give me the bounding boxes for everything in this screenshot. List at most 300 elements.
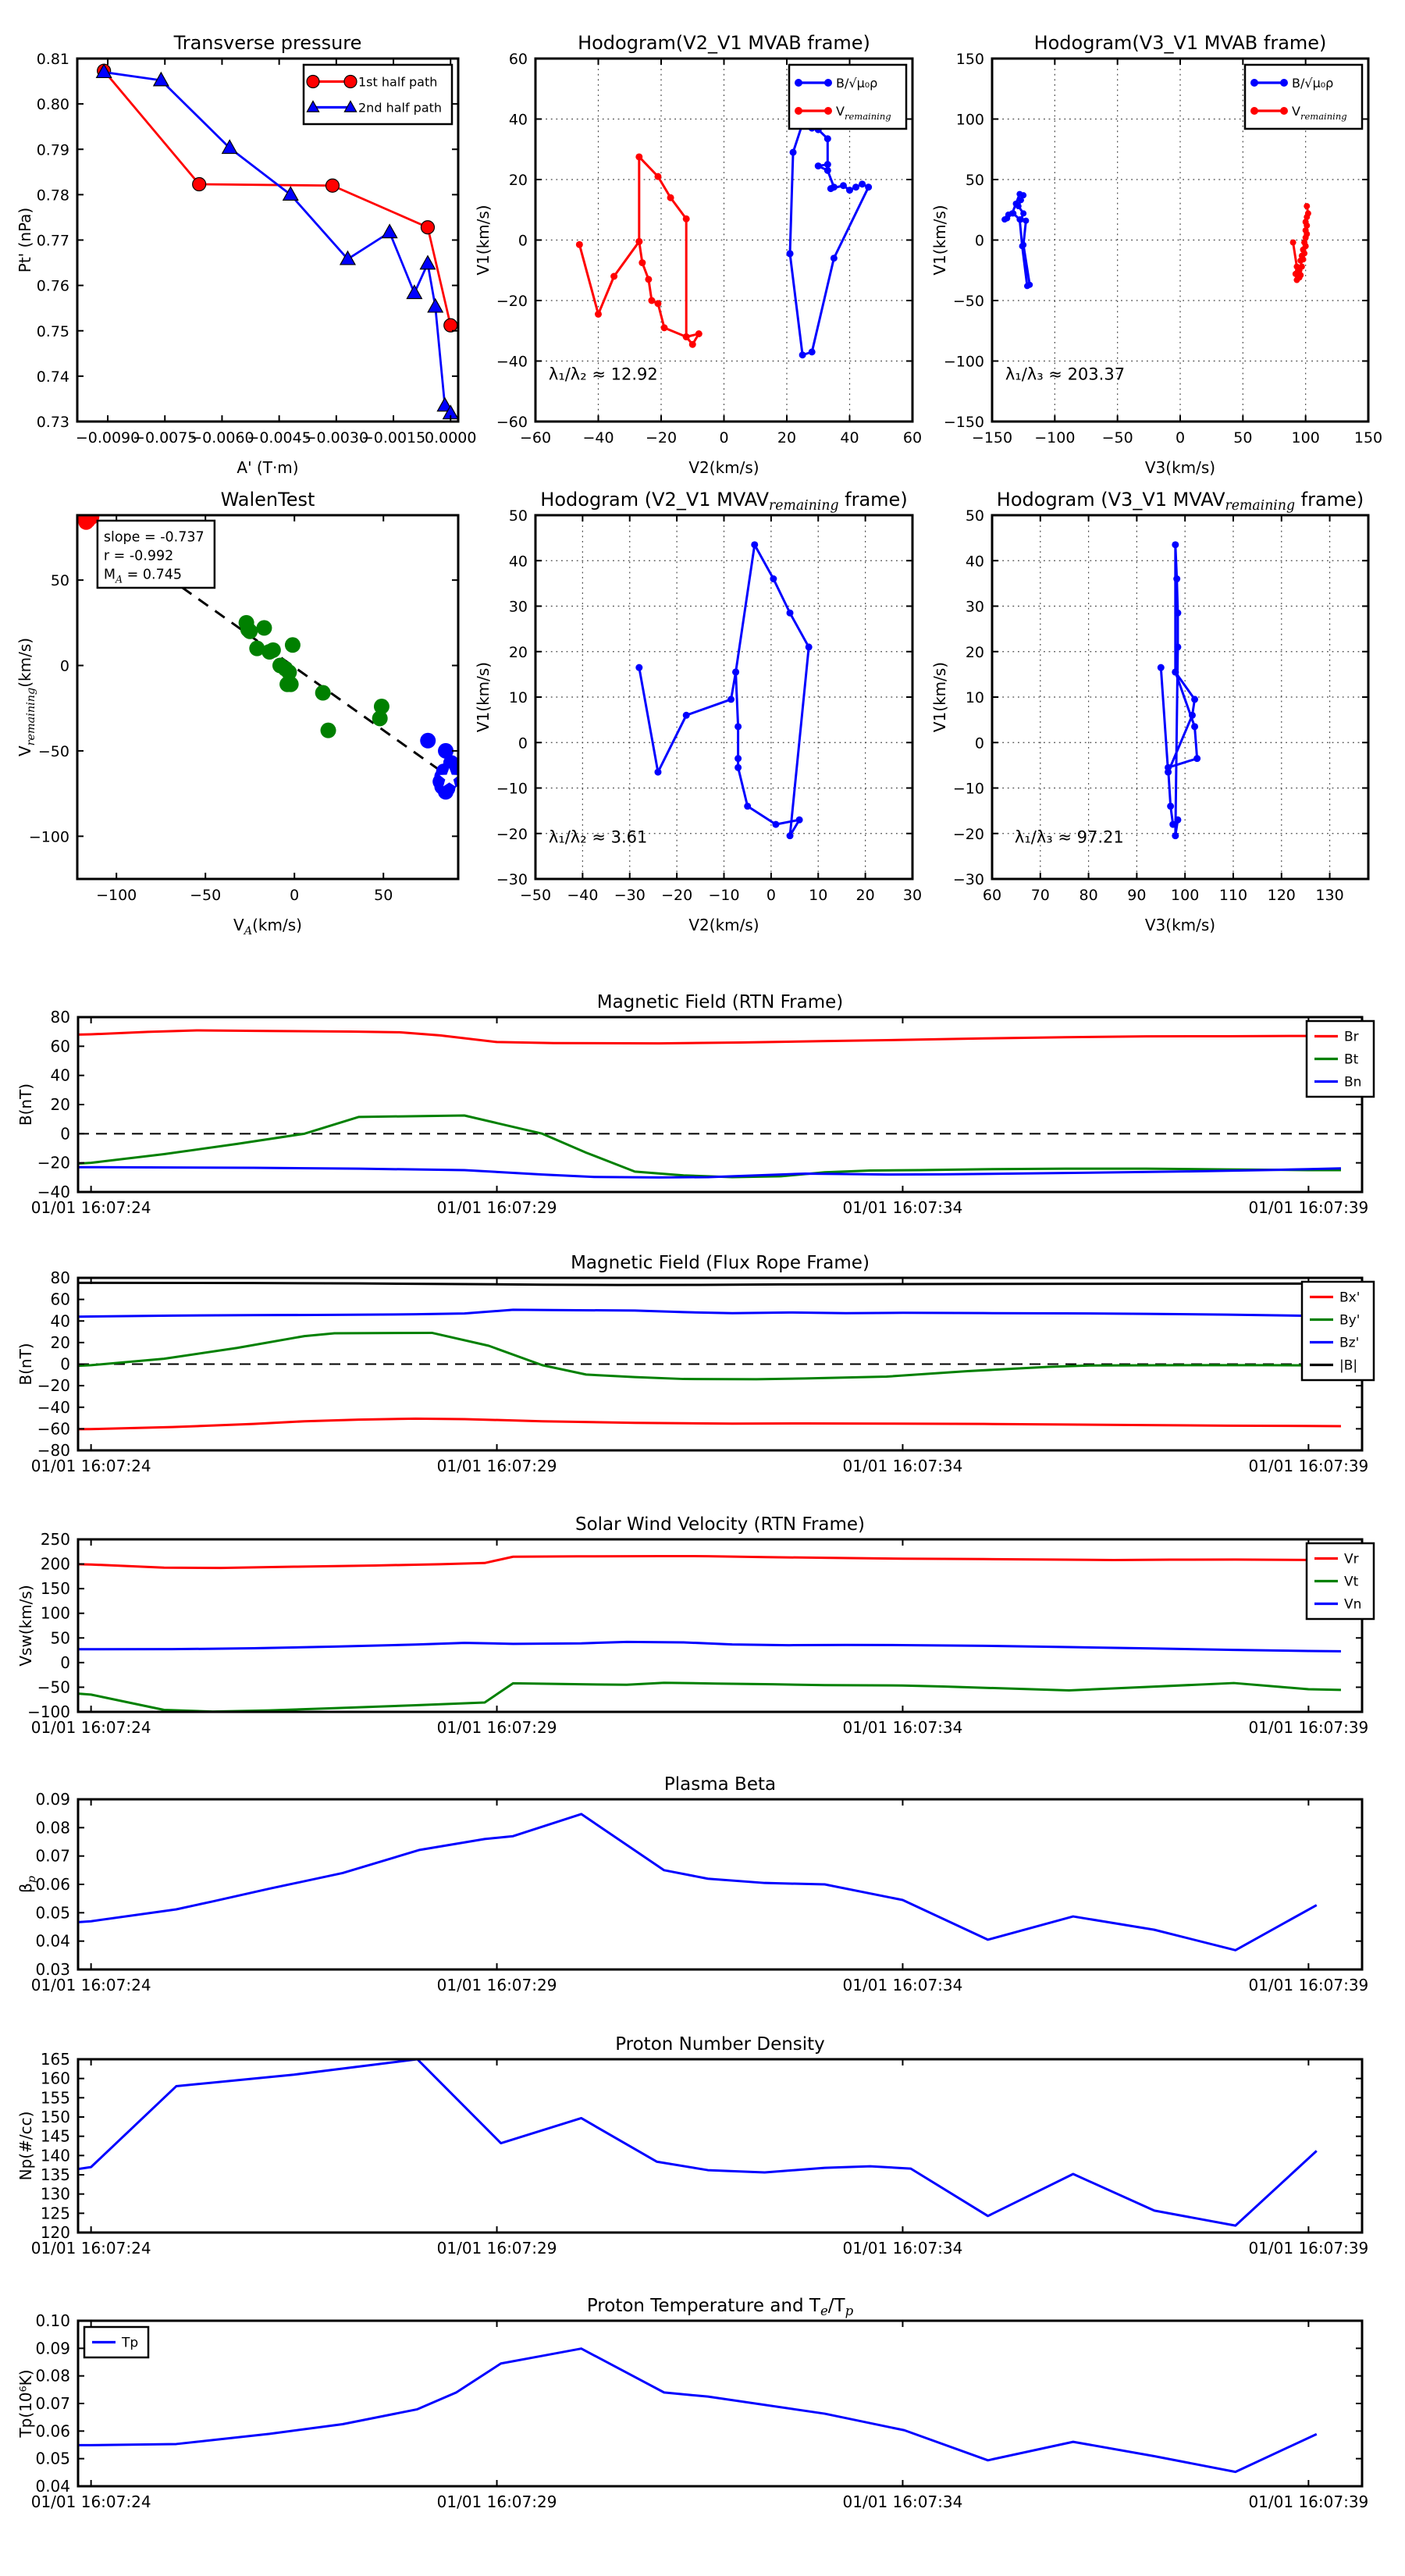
dot-marker — [735, 764, 742, 771]
y-tick-label: −100 — [28, 828, 69, 846]
legend-label: Bx' — [1339, 1290, 1361, 1306]
y-tick-label: 150 — [955, 51, 984, 68]
x-axis-label: A' (T·m) — [237, 458, 299, 477]
y-tick-label: 0.03 — [35, 1960, 70, 1979]
dot-marker — [1304, 203, 1310, 209]
x-tick-label: 01/01 16:07:29 — [436, 1976, 557, 1994]
x-axis-label: V3(km/s) — [1144, 916, 1216, 934]
annotation: λ₁/λ₃ ≈ 203.37 — [1005, 365, 1126, 384]
dot-marker — [824, 135, 831, 142]
x-tick-label: 01/01 16:07:29 — [436, 2492, 557, 2511]
dot-marker — [283, 677, 299, 692]
x-tick-label: −20 — [645, 429, 678, 447]
x-tick-label: 01/01 16:07:34 — [842, 1976, 963, 1994]
y-tick-label: 0.76 — [36, 277, 69, 295]
y-tick-label: 0.09 — [35, 1790, 70, 1809]
chart-title: Hodogram(V3_V1 MVAB frame) — [1033, 32, 1327, 54]
dot-marker — [846, 187, 853, 194]
x-tick-label: −50 — [190, 887, 222, 904]
x-tick-label: 01/01 16:07:29 — [436, 1457, 557, 1475]
y-tick-label: −40 — [496, 353, 528, 371]
y-tick-label: 250 — [40, 1530, 70, 1549]
legend-label: B/√μ₀ρ — [836, 76, 878, 91]
dot-marker — [824, 79, 832, 87]
x-tick-label: 01/01 16:07:29 — [436, 1718, 557, 1737]
x-tick-label: 01/01 16:07:24 — [30, 2239, 151, 2258]
x-tick-label: 110 — [1218, 887, 1248, 904]
y-tick-label: 200 — [40, 1554, 70, 1574]
legend-label: 1st half path — [358, 74, 438, 90]
chart-walen-test — [16, 489, 461, 938]
x-tick-label: 0 — [719, 429, 729, 447]
y-tick-label: 40 — [50, 1066, 70, 1085]
x-axis-label: V2(km/s) — [688, 458, 759, 477]
y-tick-label: 40 — [508, 111, 528, 129]
dot-marker — [635, 153, 642, 160]
y-tick-label: 20 — [50, 1332, 70, 1352]
dot-marker — [744, 802, 751, 809]
annotation: λ₁/λ₂ ≈ 12.92 — [548, 365, 658, 384]
x-tick-label: 01/01 16:07:34 — [842, 2239, 963, 2258]
dot-marker — [256, 620, 272, 635]
dot-marker — [315, 685, 331, 701]
y-tick-label: 20 — [50, 1095, 70, 1114]
chart-title: Hodogram (V2_V1 $MVAV_{remaining}$ frame) — [540, 489, 908, 514]
legend — [1307, 1543, 1374, 1619]
x-tick-label: −50 — [519, 887, 552, 904]
dot-marker — [751, 541, 758, 548]
x-tick-label: 01/01 16:07:39 — [1248, 1718, 1369, 1737]
legend-label: Vn — [1344, 1596, 1362, 1613]
y-tick-label: 145 — [40, 2126, 70, 2146]
y-tick-label: −60 — [496, 414, 528, 431]
y-tick-label: −20 — [952, 825, 984, 843]
x-tick-label: 01/01 16:07:29 — [436, 1198, 557, 1217]
y-tick-label: −150 — [943, 414, 984, 431]
dot-marker — [827, 185, 834, 192]
dot-marker — [654, 173, 661, 180]
x-tick-label: 01/01 16:07:34 — [842, 2492, 963, 2511]
y-tick-label: 0 — [518, 232, 528, 250]
x-tick-label: 100 — [1291, 429, 1320, 447]
dot-marker — [795, 79, 802, 87]
dot-marker — [796, 817, 803, 824]
y-tick-label: 0.79 — [36, 141, 69, 159]
y-tick-label: 120 — [40, 2223, 70, 2242]
y-tick-label: 100 — [955, 111, 984, 129]
legend — [84, 2327, 148, 2357]
legend — [304, 65, 452, 124]
y-tick-label: 0.75 — [36, 322, 69, 340]
y-tick-label: −30 — [952, 871, 984, 888]
x-tick-label: 0 — [290, 887, 300, 904]
stats-line: slope = -0.737 — [103, 529, 205, 546]
y-tick-label: −20 — [496, 825, 528, 843]
dot-marker — [787, 610, 794, 617]
y-axis-label: B(nT) — [16, 1343, 35, 1386]
legend-label: By' — [1339, 1312, 1361, 1329]
x-tick-label: −60 — [519, 429, 552, 447]
x-tick-label: 01/01 16:07:39 — [1248, 2239, 1369, 2258]
stats-box — [98, 521, 215, 588]
y-tick-label: 0.10 — [35, 2311, 70, 2330]
y-tick-label: 20 — [508, 643, 528, 661]
y-axis-label: V1(km/s) — [930, 661, 949, 733]
x-tick-label: −20 — [661, 887, 693, 904]
dot-marker — [787, 250, 794, 257]
y-axis-label: $V_{remaining}(km/s)$ — [16, 637, 37, 757]
stats-line: $M_A = 0.745$ — [103, 567, 182, 585]
x-tick-label: 01/01 16:07:39 — [1248, 1198, 1369, 1217]
x-tick-label: −100 — [96, 887, 137, 904]
dot-marker — [261, 644, 277, 660]
x-tick-label: 01/01 16:07:34 — [842, 1718, 963, 1737]
y-tick-label: −40 — [37, 1397, 70, 1417]
y-tick-label: −60 — [37, 1419, 70, 1439]
dot-marker — [683, 712, 690, 719]
y-tick-label: 0.78 — [36, 187, 69, 205]
x-tick-label: −0.0060 — [190, 429, 254, 447]
chart-title: Proton Temperature and $T_e/T_p$ — [586, 2296, 854, 2318]
dot-marker — [1193, 755, 1200, 762]
x-tick-label: 01/01 16:07:24 — [30, 1198, 151, 1217]
x-tick-label: 01/01 16:07:24 — [30, 1718, 151, 1737]
dot-marker — [727, 696, 735, 703]
x-tick-label: 120 — [1267, 887, 1296, 904]
legend-label: Bz' — [1339, 1335, 1360, 1351]
x-tick-label: 20 — [855, 887, 875, 904]
y-tick-label: 100 — [40, 1603, 70, 1623]
legend-label: Br — [1344, 1029, 1359, 1045]
chart-title: Hodogram(V2_V1 MVAB frame) — [578, 32, 870, 54]
dot-marker — [645, 276, 652, 283]
x-tick-label: −0.0075 — [133, 429, 197, 447]
x-tick-label: −100 — [1034, 429, 1076, 447]
x-tick-label: −0.0030 — [304, 429, 369, 447]
y-tick-label: 0 — [974, 735, 984, 753]
legend-label: |B| — [1339, 1357, 1358, 1374]
dot-marker — [1300, 256, 1306, 262]
dot-marker — [1191, 723, 1198, 730]
chart-title: Solar Wind Velocity (RTN Frame) — [574, 1514, 866, 1535]
dot-marker — [1024, 283, 1030, 289]
legend-label: Bt — [1344, 1051, 1359, 1068]
circle-marker — [307, 76, 319, 88]
dot-marker — [831, 254, 838, 262]
x-tick-label: −30 — [614, 887, 646, 904]
dot-marker — [852, 183, 859, 190]
x-tick-label: 01/01 16:07:24 — [30, 1457, 151, 1475]
y-tick-label: 150 — [40, 1579, 70, 1599]
chart-transverse-pressure — [16, 32, 476, 477]
dot-marker — [1169, 821, 1176, 828]
y-tick-label: 0.08 — [35, 1818, 70, 1838]
dot-marker — [1191, 696, 1198, 703]
y-tick-label: 160 — [40, 2069, 70, 2088]
y-axis-label: V1(km/s) — [930, 205, 949, 276]
dot-marker — [824, 167, 831, 174]
x-tick-label: 90 — [1127, 887, 1147, 904]
chart-hodogram-v2v1-mvav — [474, 489, 922, 934]
dot-marker — [595, 311, 602, 318]
plot-background — [78, 1799, 1362, 1969]
y-tick-label: 80 — [50, 1268, 70, 1287]
dot-marker — [576, 241, 583, 248]
y-tick-label: 60 — [508, 51, 528, 68]
dot-marker — [420, 733, 436, 749]
dot-marker — [285, 637, 301, 653]
dot-marker — [1280, 79, 1288, 87]
y-tick-label: 10 — [508, 689, 528, 706]
y-tick-label: 30 — [965, 598, 984, 616]
y-tick-label: −40 — [37, 1183, 70, 1201]
y-tick-label: 0 — [60, 1653, 70, 1672]
dot-marker — [242, 624, 258, 639]
dot-marker — [1018, 197, 1024, 203]
y-tick-label: 0.73 — [36, 414, 69, 431]
y-axis-label: Np(#/cc) — [16, 2111, 35, 2181]
dot-marker — [1016, 203, 1022, 209]
x-tick-label: −0.0045 — [247, 429, 311, 447]
dot-marker — [689, 341, 696, 348]
x-tick-label: 01/01 16:07:39 — [1248, 1457, 1369, 1475]
dot-marker — [770, 575, 777, 582]
chart-magnetic-field-flux-rope — [16, 1253, 1374, 1475]
x-tick-label: 01/01 16:07:34 — [842, 1198, 963, 1217]
legend-label: B/√μ₀ρ — [1292, 76, 1334, 91]
dot-marker — [1167, 802, 1174, 809]
dot-marker — [1016, 216, 1023, 222]
chart-proton-temperature — [16, 2296, 1368, 2511]
chart-solar-wind-velocity — [16, 1514, 1374, 1737]
y-tick-label: 50 — [508, 507, 528, 525]
x-tick-label: 60 — [982, 887, 1002, 904]
dot-marker — [790, 149, 797, 156]
x-tick-label: 01/01 16:07:24 — [30, 2492, 151, 2511]
dot-marker — [635, 664, 642, 671]
y-tick-label: 135 — [40, 2165, 70, 2184]
x-tick-label: 01/01 16:07:24 — [30, 1976, 151, 1994]
legend-label: 2nd half path — [358, 100, 443, 116]
x-tick-label: 100 — [1171, 887, 1200, 904]
y-tick-label: 0.05 — [35, 2449, 70, 2468]
dot-marker — [1173, 575, 1180, 582]
dot-marker — [635, 238, 642, 245]
dot-marker — [372, 710, 388, 726]
y-tick-label: 0 — [60, 1354, 70, 1374]
y-tick-label: 50 — [50, 572, 69, 590]
legend — [789, 65, 906, 129]
x-tick-label: 30 — [902, 887, 923, 904]
y-tick-label: 50 — [965, 172, 984, 189]
y-tick-label: 0.07 — [35, 1846, 70, 1866]
x-tick-label: 130 — [1315, 887, 1344, 904]
y-tick-label: 0.80 — [36, 96, 69, 114]
x-axis-label: $V_A(km/s)$ — [233, 916, 302, 938]
y-tick-label: −50 — [952, 293, 984, 310]
y-axis-label: Tp(10⁶K) — [16, 2369, 35, 2438]
x-tick-label: 60 — [902, 429, 923, 447]
circle-marker — [344, 76, 357, 88]
dot-marker — [321, 723, 336, 738]
dot-marker — [806, 643, 813, 650]
legend-label: Vr — [1344, 1551, 1359, 1567]
y-tick-label: 0.09 — [35, 2339, 70, 2358]
chart-hodogram-v3v1-mvab — [930, 32, 1382, 477]
y-tick-label: 0.06 — [35, 1875, 70, 1894]
dot-marker — [1004, 215, 1010, 222]
chart-title: WalenTest — [220, 489, 315, 511]
stats-line: r = -0.992 — [103, 548, 174, 564]
dot-marker — [1165, 764, 1172, 771]
y-tick-label: 155 — [40, 2088, 70, 2108]
chart-title: Hodogram (V3_V1 $MVAV_{remaining}$ frame) — [996, 489, 1364, 514]
y-tick-label: −20 — [37, 1153, 70, 1172]
legend — [1245, 65, 1362, 129]
x-axis-label: V2(km/s) — [688, 916, 759, 934]
x-tick-label: −10 — [708, 887, 740, 904]
legend — [1302, 1282, 1374, 1380]
dot-marker — [1299, 264, 1305, 270]
y-tick-label: −80 — [37, 1441, 70, 1460]
y-tick-label: −20 — [496, 293, 528, 310]
dot-marker — [1023, 218, 1029, 224]
plot-background — [78, 2321, 1362, 2486]
y-tick-label: 40 — [965, 553, 984, 571]
y-tick-label: 140 — [40, 2146, 70, 2165]
dot-marker — [610, 273, 617, 280]
dot-marker — [1174, 610, 1181, 617]
x-tick-label: −40 — [582, 429, 614, 447]
y-tick-label: 0.06 — [35, 2421, 70, 2441]
y-tick-label: −10 — [952, 780, 984, 798]
y-tick-label: 0.05 — [35, 1903, 70, 1923]
chart-magnetic-field-rtn — [16, 992, 1374, 1217]
chart-hodogram-v2v1-mvab — [474, 32, 922, 477]
y-tick-label: 0 — [59, 657, 69, 675]
x-tick-label: 0 — [1175, 429, 1186, 447]
y-tick-label: −50 — [37, 1678, 70, 1697]
y-tick-label: 40 — [50, 1311, 70, 1331]
dot-marker — [787, 832, 794, 839]
dot-marker — [683, 333, 690, 340]
y-tick-label: 20 — [508, 172, 528, 189]
y-tick-label: 20 — [965, 643, 984, 661]
legend-label: Tp — [122, 2335, 139, 2351]
dot-marker — [695, 330, 702, 337]
annotation: λ₁/λ₃ ≈ 97.21 — [1014, 827, 1124, 847]
circle-marker — [193, 178, 206, 191]
dot-marker — [824, 161, 831, 168]
y-axis-label: V1(km/s) — [474, 661, 493, 733]
x-tick-label: −0.0015 — [361, 429, 426, 447]
x-axis-label: V3(km/s) — [1144, 458, 1216, 477]
y-tick-label: 0 — [518, 735, 528, 753]
y-tick-label: 130 — [40, 2184, 70, 2204]
chart-title: Magnetic Field (RTN Frame) — [596, 992, 844, 1012]
dot-marker — [735, 723, 742, 730]
y-tick-label: 150 — [40, 2108, 70, 2126]
y-tick-label: 0 — [60, 1124, 70, 1144]
dot-marker — [1020, 210, 1026, 216]
dot-marker — [438, 784, 454, 799]
dot-marker — [1172, 541, 1179, 548]
dot-marker — [824, 107, 832, 115]
legend-label: Bn — [1344, 1074, 1362, 1091]
x-tick-label: 01/01 16:07:39 — [1248, 1976, 1369, 1994]
annotation: λ₁/λ₂ ≈ 3.61 — [548, 827, 648, 847]
dot-marker — [809, 348, 816, 355]
dot-marker — [1250, 79, 1258, 87]
y-tick-label: −30 — [496, 871, 528, 888]
x-tick-label: 50 — [1233, 429, 1253, 447]
chart-plasma-beta — [16, 1774, 1368, 1994]
legend-label: $V_{remaining}$ — [1292, 104, 1347, 122]
dot-marker — [1290, 240, 1297, 246]
y-tick-label: 0.77 — [36, 232, 69, 250]
dot-marker — [1019, 243, 1026, 249]
dot-marker — [1010, 210, 1016, 216]
y-axis-label: $\beta_p$ — [16, 1876, 38, 1893]
y-tick-label: 0.81 — [36, 51, 69, 68]
y-axis-label: B(nT) — [16, 1083, 35, 1126]
y-tick-label: 0.08 — [35, 2366, 70, 2386]
y-tick-label: −10 — [496, 780, 528, 798]
circle-marker — [325, 179, 339, 192]
legend-label: $V_{remaining}$ — [836, 104, 891, 122]
dot-marker — [667, 194, 674, 201]
x-tick-label: 70 — [1030, 887, 1050, 904]
y-tick-label: 0 — [974, 232, 984, 250]
y-tick-label: 40 — [508, 553, 528, 571]
chart-title: Magnetic Field (Flux Rope Frame) — [571, 1253, 870, 1273]
y-tick-label: 0.04 — [35, 2477, 70, 2496]
dot-marker — [638, 259, 646, 266]
x-tick-label: −40 — [567, 887, 599, 904]
dot-marker — [1172, 668, 1179, 675]
y-tick-label: 80 — [50, 1008, 70, 1026]
legend-label: Vt — [1344, 1574, 1359, 1590]
x-tick-label: 20 — [777, 429, 797, 447]
circle-marker — [444, 318, 457, 332]
y-axis-label: V1(km/s) — [474, 205, 493, 276]
x-tick-label: 01/01 16:07:39 — [1248, 2492, 1369, 2511]
x-tick-label: −50 — [1101, 429, 1133, 447]
dot-marker — [1189, 712, 1196, 719]
dot-marker — [1280, 107, 1288, 115]
x-tick-label: 80 — [1079, 887, 1098, 904]
chart-proton-number-density — [16, 2034, 1368, 2258]
x-tick-label: 150 — [1353, 429, 1383, 447]
dot-marker — [78, 514, 94, 530]
dot-marker — [859, 180, 866, 187]
dot-marker — [648, 297, 655, 304]
chart-title: Transverse pressure — [173, 32, 362, 54]
y-tick-label: −50 — [37, 742, 69, 760]
y-tick-label: 10 — [965, 689, 984, 706]
x-tick-label: 01/01 16:07:29 — [436, 2239, 557, 2258]
x-tick-label: 0 — [766, 887, 776, 904]
dot-marker — [1250, 107, 1258, 115]
dot-marker — [1172, 832, 1179, 839]
y-tick-label: 60 — [50, 1037, 70, 1056]
dot-marker — [772, 821, 779, 828]
y-tick-label: 0.07 — [35, 2394, 70, 2413]
x-tick-label: 10 — [809, 887, 828, 904]
y-tick-label: 50 — [965, 507, 984, 525]
y-tick-label: 0.04 — [35, 1931, 70, 1951]
dot-marker — [1305, 210, 1311, 216]
